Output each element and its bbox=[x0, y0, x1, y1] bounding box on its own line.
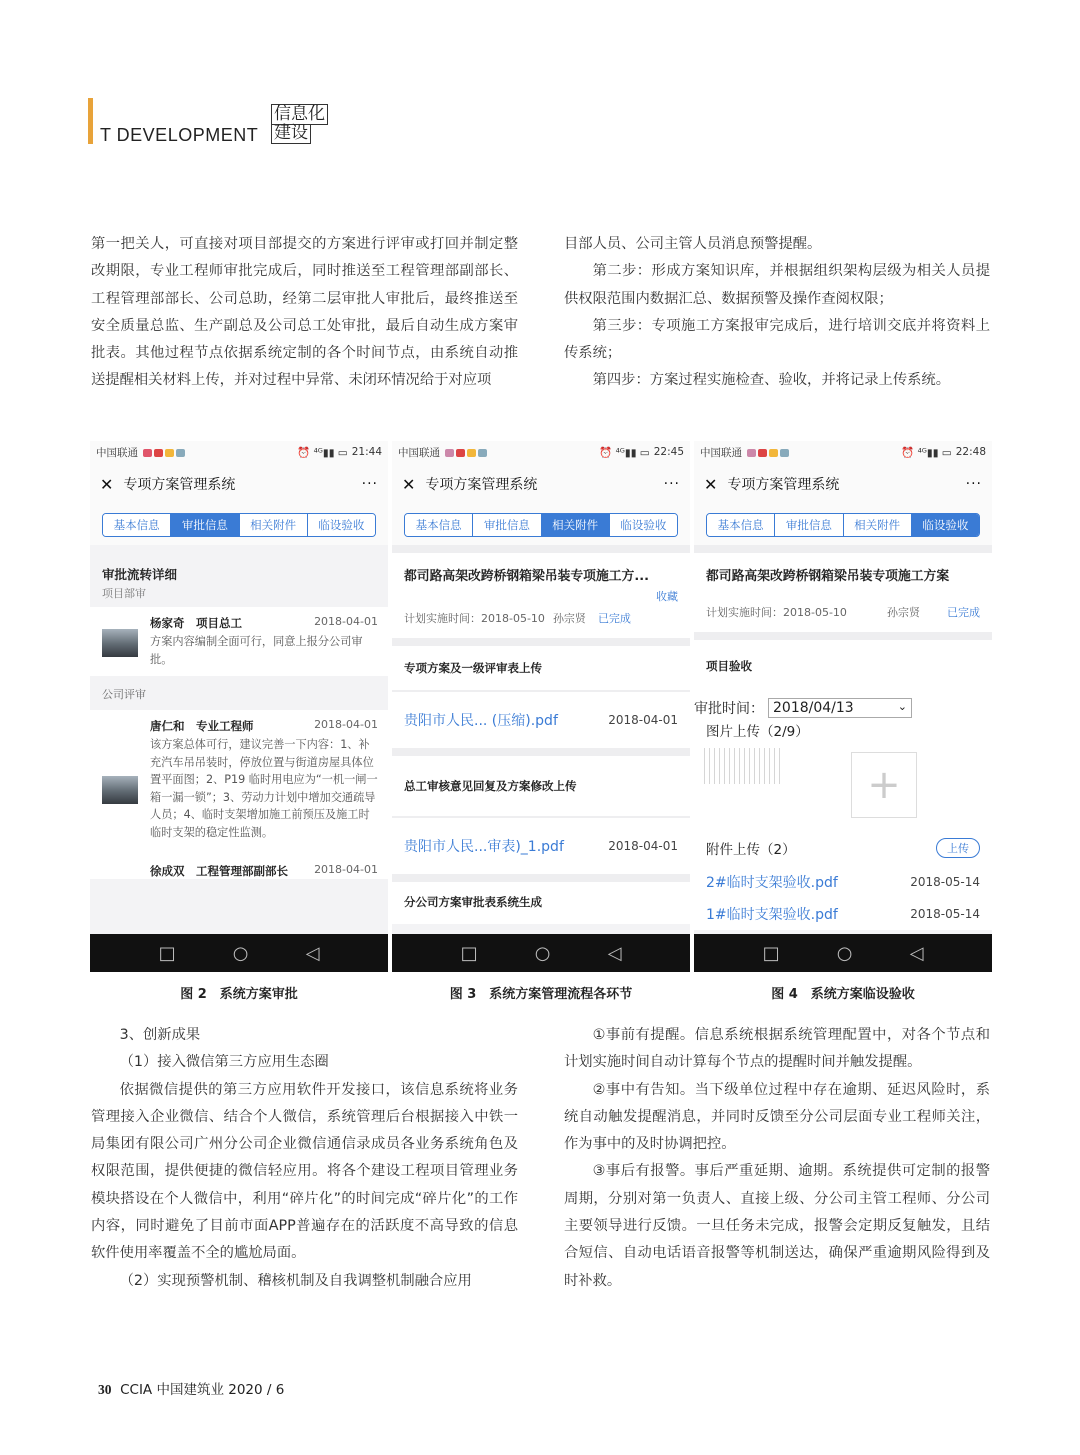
status-bar bbox=[90, 441, 388, 463]
paragraph: ①事前有提醒。信息系统根据系统管理配置中，对各个节点和计划实施时间自动计算每个节点的提醒时间并触发提醒。 bbox=[564, 1027, 990, 1071]
tab-attachments[interactable]: 相关附件 bbox=[240, 514, 308, 536]
project-meta bbox=[392, 608, 690, 638]
planned-date: 计划实施时间：2018-05-10 bbox=[404, 612, 545, 625]
section-heading: 专项方案及一级评审表上传 bbox=[392, 646, 690, 690]
app-titlebar bbox=[90, 463, 388, 505]
attachment-label: 附件上传（2） bbox=[706, 842, 796, 858]
paragraph: 第三步：专项施工方案报审完成后，进行培训交底并将资料上传系统； bbox=[564, 317, 990, 362]
subheading: 3、创新成果 bbox=[119, 1027, 201, 1043]
status-icons: ⏰ ⁴ᴳ▮▮ ▭ bbox=[901, 446, 952, 459]
add-image-button[interactable] bbox=[851, 752, 917, 818]
file-row[interactable] bbox=[392, 818, 690, 874]
recent-apps-icon[interactable]: □ bbox=[762, 942, 780, 964]
app-title: 专项方案管理系统 bbox=[727, 477, 840, 493]
approver-name: 徐成双 工程管理部副部长 bbox=[150, 864, 288, 878]
subheading: （2）实现预警机制、稽核机制及自我调整机制融合应用 bbox=[119, 1272, 472, 1289]
approval-time-label: 审批时间： bbox=[694, 701, 764, 717]
uploaded-image-thumbnail[interactable] bbox=[704, 748, 784, 784]
approval-date-select[interactable]: 2018/04/13 ⌄ bbox=[768, 698, 912, 718]
planned-date: 计划实施时间：2018-05-10 bbox=[706, 606, 847, 619]
page-number: 30 bbox=[98, 1382, 112, 1397]
phone-screenshot-attachments bbox=[392, 441, 690, 972]
tab-bar bbox=[90, 505, 388, 545]
paragraph: 目部人员、公司主管人员消息预警提醒。 bbox=[564, 236, 822, 252]
image-upload-label: 图片上传（2/9） bbox=[694, 718, 992, 742]
clock: 22:45 bbox=[653, 446, 684, 458]
android-nav-bar bbox=[694, 934, 992, 972]
figure-caption: 图 3 系统方案管理流程各环节 bbox=[449, 987, 633, 1002]
app-title: 专项方案管理系统 bbox=[425, 477, 538, 493]
body-column-4 bbox=[564, 1022, 990, 1295]
more-icon[interactable]: ··· bbox=[361, 476, 378, 492]
paragraph: 第一把关人，可直接对项目部提交的方案进行评审或打回并制定整改期限，专业工程师审批完成后，同时推送至工程管理部副部长、工程管理部部长、公司总助，经第二层审批人审批后，最终推送至安全质量总监、生产副总及公司总工处审批，最后自动生成方案审批表。其他过程节点依据系统定制的各个时间节点，由系统自动推送提醒相关材料上传，并对过程中异常、未闭环情况给于对应项 bbox=[91, 236, 518, 389]
attachment-row[interactable] bbox=[694, 866, 992, 898]
approval-date: 2018-04-01 bbox=[314, 718, 378, 731]
back-icon[interactable]: ◁ bbox=[305, 942, 320, 964]
phone-screenshot-approval bbox=[90, 441, 388, 972]
attachment-row[interactable] bbox=[694, 898, 992, 930]
attachment-header bbox=[694, 830, 992, 866]
approval-comment: 该方案总体可行，建议完善一下内容：1、补充汽车吊吊装时，停放位置与街道房屋具体位置平面图；2、P19 临时用电应为“一机一闸一箱一漏一锁”；3、劳动力计划中增加交通疏导人员；4、临时支架增加施工前预压及施工时临时支架的稳定性监测。 bbox=[150, 738, 378, 839]
android-nav-bar bbox=[392, 934, 690, 972]
chevron-down-icon: ⌄ bbox=[897, 700, 907, 713]
section-subtitle: 项目部审 bbox=[102, 587, 146, 600]
file-date: 2018-04-01 bbox=[608, 839, 678, 853]
section-heading: 项目验收 bbox=[694, 640, 992, 692]
file-link[interactable]: 贵阳市人民... (压缩).pdf bbox=[404, 713, 558, 729]
file-link[interactable]: 贵阳市人民...审表)_1.pdf bbox=[404, 839, 564, 855]
carrier-label: 中国联通 bbox=[398, 445, 599, 460]
file-row[interactable] bbox=[392, 692, 690, 748]
status-bar bbox=[392, 441, 690, 463]
journal-name: CCIA 中国建筑业 2020 / 6 bbox=[120, 1382, 285, 1398]
approval-entry[interactable] bbox=[90, 710, 388, 849]
project-title: 都司路高架改跨桥钢箱梁吊装专项施工方... bbox=[404, 569, 649, 584]
section-header bbox=[88, 98, 358, 148]
header-accent-bar bbox=[88, 98, 93, 144]
app-title: 专项方案管理系统 bbox=[123, 477, 236, 493]
avatar bbox=[102, 776, 138, 804]
project-meta bbox=[694, 598, 992, 632]
header-english-title: T DEVELOPMENT bbox=[100, 125, 259, 145]
body-column-2 bbox=[564, 231, 990, 395]
clock: 21:44 bbox=[351, 446, 382, 458]
upload-button[interactable]: 上传 bbox=[936, 838, 980, 858]
project-title: 都司路高架改跨桥钢箱梁吊装专项施工方案 bbox=[706, 569, 950, 584]
project-header bbox=[694, 553, 992, 598]
status-badge: 已完成 bbox=[947, 606, 980, 619]
file-date: 2018-05-14 bbox=[910, 907, 980, 921]
paragraph: 依据微信提供的第三方应用软件开发接口，该信息系统将业务管理接入企业微信、结合个人微信，系统管理后台根据接入中铁一局集团有限公司广州分公司企业微信通信录成员各业务系统角色及权限范围，提供便捷的微信轻应用。将各个建设工程项目管理业务模块搭设在个人微信中，利用“碎片化”的时间完成“碎片化”的工作内容，同时避免了目前市面APP普遍存在的活跃度不高导致的信息软件使用率覆盖不全的尴尬局面。 bbox=[91, 1081, 518, 1262]
figure-caption: 图 4 系统方案临设验收 bbox=[771, 987, 915, 1002]
figure-caption: 图 2 系统方案审批 bbox=[180, 987, 298, 1002]
approval-date: 2018-04-01 bbox=[314, 615, 378, 628]
page-footer bbox=[98, 1378, 284, 1398]
tab-approval-info[interactable]: 审批信息 bbox=[171, 514, 239, 536]
tab-attachments[interactable]: 相关附件 bbox=[542, 514, 610, 536]
tab-basic-info[interactable]: 基本信息 bbox=[103, 514, 171, 536]
favorite-link[interactable]: 收藏 bbox=[656, 590, 678, 603]
body-column-1 bbox=[91, 231, 518, 395]
person-name: 孙宗贤 bbox=[887, 606, 920, 619]
approval-entry[interactable] bbox=[90, 607, 388, 676]
approver-name: 杨家奇 项目总工 bbox=[150, 616, 242, 630]
more-icon[interactable]: ··· bbox=[965, 476, 982, 492]
section-subtitle: 公司评审 bbox=[90, 676, 388, 710]
tab-basic-info[interactable]: 基本信息 bbox=[707, 514, 775, 536]
carrier-label: 中国联通 bbox=[96, 445, 297, 460]
carrier-label: 中国联通 bbox=[700, 445, 901, 460]
recent-apps-icon[interactable]: □ bbox=[460, 942, 478, 964]
avatar bbox=[102, 629, 138, 657]
section-title: 审批流转详细 bbox=[102, 567, 178, 582]
person-name: 孙宗贤 bbox=[552, 612, 586, 625]
file-date: 2018-05-14 bbox=[910, 875, 980, 889]
tab-bar bbox=[392, 505, 690, 545]
section-heading: 分公司方案审批表系统生成 bbox=[392, 882, 690, 924]
file-link[interactable]: 2#临时支架验收.pdf bbox=[706, 875, 838, 891]
header-chinese-line1: 信息化 bbox=[271, 104, 328, 125]
status-bar bbox=[694, 441, 992, 463]
section-heading: 总工审核意见回复及方案修改上传 bbox=[392, 756, 690, 816]
tab-basic-info[interactable]: 基本信息 bbox=[405, 514, 473, 536]
tab-bar bbox=[694, 505, 992, 545]
android-nav-bar bbox=[90, 934, 388, 972]
project-header bbox=[392, 553, 690, 608]
file-date: 2018-04-01 bbox=[608, 713, 678, 727]
app-titlebar bbox=[392, 463, 690, 505]
back-icon[interactable]: ◁ bbox=[909, 942, 924, 964]
tab-approval-info[interactable]: 审批信息 bbox=[775, 514, 843, 536]
approval-time-row bbox=[694, 692, 992, 718]
home-icon[interactable]: ○ bbox=[836, 942, 853, 964]
paragraph: 第二步：形成方案知识库，并根据组织架构层级为相关人员提供权限范围内数据汇总、数据预警及操作查阅权限； bbox=[564, 263, 990, 307]
approver-name: 唐仁和 专业工程师 bbox=[150, 719, 254, 733]
close-icon[interactable]: ✕ bbox=[402, 474, 416, 494]
back-icon[interactable]: ◁ bbox=[607, 942, 622, 964]
tab-attachments[interactable]: 相关附件 bbox=[844, 514, 912, 536]
home-icon[interactable]: ○ bbox=[534, 942, 551, 964]
more-icon[interactable]: ··· bbox=[663, 476, 680, 492]
body-column-3 bbox=[91, 1022, 518, 1295]
phone-screenshot-acceptance bbox=[694, 441, 992, 972]
status-icons: ⏰ ⁴ᴳ▮▮ ▭ bbox=[599, 446, 650, 459]
app-titlebar bbox=[694, 463, 992, 505]
file-link[interactable]: 1#临时支架验收.pdf bbox=[706, 907, 838, 923]
approval-date: 2018-04-01 bbox=[314, 863, 378, 876]
image-upload-area bbox=[694, 742, 992, 830]
tab-acceptance[interactable]: 临设验收 bbox=[308, 514, 375, 536]
plus-icon: + bbox=[867, 762, 901, 808]
subheading: （1）接入微信第三方应用生态圈 bbox=[119, 1054, 329, 1071]
paragraph: 第四步：方案过程实施检查、验收，并将记录上传系统。 bbox=[592, 372, 951, 389]
header-chinese-line2: 建设 bbox=[271, 124, 311, 144]
recent-apps-icon[interactable]: □ bbox=[158, 942, 176, 964]
tab-approval-info[interactable]: 审批信息 bbox=[473, 514, 541, 536]
close-icon[interactable]: ✕ bbox=[100, 474, 114, 494]
close-icon[interactable]: ✕ bbox=[704, 474, 718, 494]
paragraph: ②事中有告知。当下级单位过程中存在逾期、延迟风险时，系统自动触发提醒消息，并同时反馈至分公司层面专业工程师关注，作为事中的及时协调把控。 bbox=[564, 1081, 990, 1153]
tab-acceptance[interactable]: 临设验收 bbox=[912, 514, 979, 536]
tab-acceptance[interactable]: 临设验收 bbox=[610, 514, 677, 536]
approval-entry[interactable] bbox=[90, 849, 388, 879]
status-badge: 已完成 bbox=[597, 612, 631, 625]
status-icons: ⏰ ⁴ᴳ▮▮ ▭ bbox=[297, 446, 348, 459]
clock: 22:48 bbox=[955, 446, 986, 458]
paragraph: ③事后有报警。事后严重延期、逾期。系统提供可定制的报警周期，分别对第一负责人、直接上级、分公司主管工程师、分公司主要领导进行反馈。一旦任务未完成，报警会定期反复触发，且结合短信、自动电话语音报警等机制送达，确保严重逾期风险得到及时补救。 bbox=[564, 1163, 990, 1289]
approval-comment: 方案内容编制全面可行，同意上报分公司审批。 bbox=[150, 635, 363, 666]
home-icon[interactable]: ○ bbox=[232, 942, 249, 964]
